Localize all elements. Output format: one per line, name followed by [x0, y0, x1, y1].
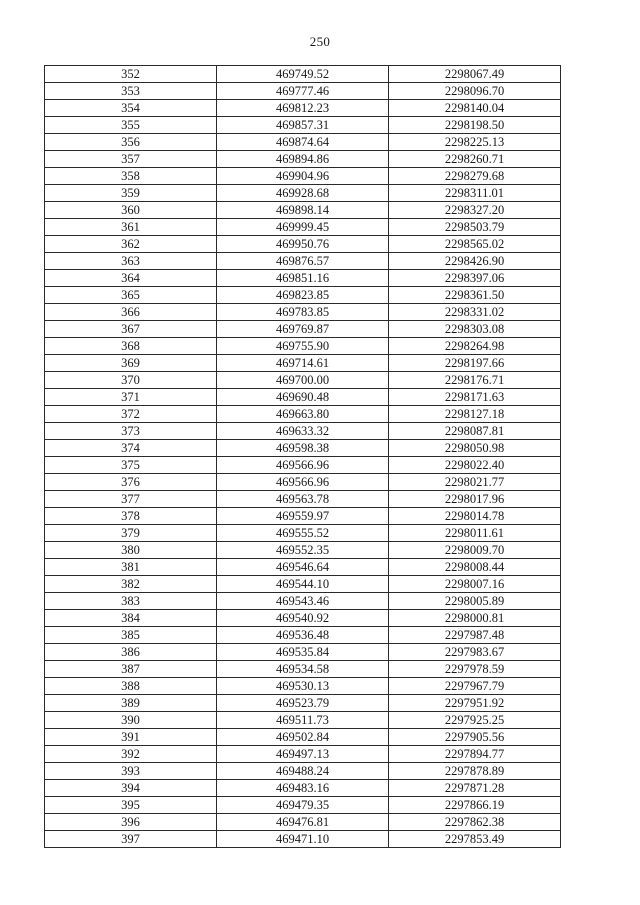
x-coordinate-cell: 469755.90	[217, 338, 389, 355]
table-row	[45, 100, 561, 117]
x-coordinate-cell: 469783.85	[217, 304, 389, 321]
x-coordinate-cell: 469823.85	[217, 287, 389, 304]
table-row	[45, 542, 561, 559]
x-coordinate-cell: 469894.86	[217, 151, 389, 168]
y-coordinate-cell: 2297978.59	[389, 661, 561, 678]
table-row	[45, 712, 561, 729]
point-number-cell: 392	[45, 746, 217, 763]
x-coordinate-cell: 469700.00	[217, 372, 389, 389]
y-coordinate-cell: 2297853.49	[389, 831, 561, 848]
point-number-cell: 365	[45, 287, 217, 304]
point-number-cell: 372	[45, 406, 217, 423]
y-coordinate-cell: 2298011.61	[389, 525, 561, 542]
x-coordinate-cell: 469714.61	[217, 355, 389, 372]
x-coordinate-cell: 469598.38	[217, 440, 389, 457]
y-coordinate-cell: 2298279.68	[389, 168, 561, 185]
point-number-cell: 352	[45, 66, 217, 83]
point-number-cell: 363	[45, 253, 217, 270]
x-coordinate-cell: 469555.52	[217, 525, 389, 542]
y-coordinate-cell: 2298022.40	[389, 457, 561, 474]
table-row	[45, 644, 561, 661]
table-row	[45, 831, 561, 848]
point-number-cell: 383	[45, 593, 217, 610]
y-coordinate-cell: 2298176.71	[389, 372, 561, 389]
point-number-cell: 359	[45, 185, 217, 202]
point-number-cell: 374	[45, 440, 217, 457]
table-row	[45, 66, 561, 83]
table-row	[45, 457, 561, 474]
point-number-cell: 355	[45, 117, 217, 134]
coordinates-table	[44, 65, 561, 848]
x-coordinate-cell: 469552.35	[217, 542, 389, 559]
x-coordinate-cell: 469536.48	[217, 627, 389, 644]
point-number-cell: 385	[45, 627, 217, 644]
x-coordinate-cell: 469479.35	[217, 797, 389, 814]
point-number-cell: 360	[45, 202, 217, 219]
y-coordinate-cell: 2298067.49	[389, 66, 561, 83]
x-coordinate-cell: 469857.31	[217, 117, 389, 134]
y-coordinate-cell: 2298426.90	[389, 253, 561, 270]
x-coordinate-cell: 469777.46	[217, 83, 389, 100]
y-coordinate-cell: 2298140.04	[389, 100, 561, 117]
x-coordinate-cell: 469950.76	[217, 236, 389, 253]
table-row	[45, 202, 561, 219]
point-number-cell: 375	[45, 457, 217, 474]
x-coordinate-cell: 469534.58	[217, 661, 389, 678]
point-number-cell: 378	[45, 508, 217, 525]
point-number-cell: 367	[45, 321, 217, 338]
table-row	[45, 236, 561, 253]
y-coordinate-cell: 2298361.50	[389, 287, 561, 304]
point-number-cell: 388	[45, 678, 217, 695]
x-coordinate-cell: 469633.32	[217, 423, 389, 440]
y-coordinate-cell: 2298087.81	[389, 423, 561, 440]
point-number-cell: 379	[45, 525, 217, 542]
x-coordinate-cell: 469563.78	[217, 491, 389, 508]
x-coordinate-cell: 469928.68	[217, 185, 389, 202]
table-row	[45, 559, 561, 576]
table-row	[45, 661, 561, 678]
y-coordinate-cell: 2298171.63	[389, 389, 561, 406]
y-coordinate-cell: 2298096.70	[389, 83, 561, 100]
point-number-cell: 356	[45, 134, 217, 151]
y-coordinate-cell: 2298565.02	[389, 236, 561, 253]
table-row	[45, 423, 561, 440]
point-number-cell: 373	[45, 423, 217, 440]
point-number-cell: 370	[45, 372, 217, 389]
x-coordinate-cell: 469999.45	[217, 219, 389, 236]
point-number-cell: 361	[45, 219, 217, 236]
point-number-cell: 369	[45, 355, 217, 372]
table-row	[45, 185, 561, 202]
table-row	[45, 355, 561, 372]
table-row	[45, 83, 561, 100]
point-number-cell: 380	[45, 542, 217, 559]
point-number-cell: 362	[45, 236, 217, 253]
point-number-cell: 396	[45, 814, 217, 831]
table-row	[45, 610, 561, 627]
x-coordinate-cell: 469497.13	[217, 746, 389, 763]
point-number-cell: 390	[45, 712, 217, 729]
table-row	[45, 134, 561, 151]
x-coordinate-cell: 469812.23	[217, 100, 389, 117]
table-row	[45, 593, 561, 610]
x-coordinate-cell: 469874.64	[217, 134, 389, 151]
table-row	[45, 406, 561, 423]
table-row	[45, 440, 561, 457]
point-number-cell: 384	[45, 610, 217, 627]
x-coordinate-cell: 469488.24	[217, 763, 389, 780]
x-coordinate-cell: 469511.73	[217, 712, 389, 729]
table-row	[45, 814, 561, 831]
page-number: 250	[309, 34, 331, 49]
x-coordinate-cell: 469749.52	[217, 66, 389, 83]
table-row	[45, 780, 561, 797]
table-row	[45, 491, 561, 508]
y-coordinate-cell: 2298198.50	[389, 117, 561, 134]
table-row	[45, 304, 561, 321]
table-row	[45, 474, 561, 491]
x-coordinate-cell: 469876.57	[217, 253, 389, 270]
table-row	[45, 168, 561, 185]
y-coordinate-cell: 2297951.92	[389, 695, 561, 712]
point-number-cell: 354	[45, 100, 217, 117]
y-coordinate-cell: 2297878.89	[389, 763, 561, 780]
coordinates-table-body	[45, 66, 561, 848]
table-row	[45, 270, 561, 287]
x-coordinate-cell: 469535.84	[217, 644, 389, 661]
x-coordinate-cell: 469483.16	[217, 780, 389, 797]
y-coordinate-cell: 2298397.06	[389, 270, 561, 287]
table-row	[45, 219, 561, 236]
table-row	[45, 321, 561, 338]
x-coordinate-cell: 469502.84	[217, 729, 389, 746]
point-number-cell: 393	[45, 763, 217, 780]
y-coordinate-cell: 2297905.56	[389, 729, 561, 746]
point-number-cell: 395	[45, 797, 217, 814]
table-row	[45, 508, 561, 525]
y-coordinate-cell: 2298017.96	[389, 491, 561, 508]
point-number-cell: 371	[45, 389, 217, 406]
y-coordinate-cell: 2298264.98	[389, 338, 561, 355]
table-row	[45, 763, 561, 780]
table-row	[45, 746, 561, 763]
y-coordinate-cell: 2298007.16	[389, 576, 561, 593]
y-coordinate-cell: 2297967.79	[389, 678, 561, 695]
x-coordinate-cell: 469769.87	[217, 321, 389, 338]
table-row	[45, 253, 561, 270]
y-coordinate-cell: 2297983.67	[389, 644, 561, 661]
y-coordinate-cell: 2297871.28	[389, 780, 561, 797]
point-number-cell: 368	[45, 338, 217, 355]
table-row	[45, 695, 561, 712]
table-row	[45, 389, 561, 406]
point-number-cell: 358	[45, 168, 217, 185]
point-number-cell: 386	[45, 644, 217, 661]
point-number-cell: 397	[45, 831, 217, 848]
table-row	[45, 525, 561, 542]
x-coordinate-cell: 469530.13	[217, 678, 389, 695]
x-coordinate-cell: 469544.10	[217, 576, 389, 593]
table-row	[45, 678, 561, 695]
table-row	[45, 287, 561, 304]
y-coordinate-cell: 2297894.77	[389, 746, 561, 763]
y-coordinate-cell: 2298331.02	[389, 304, 561, 321]
y-coordinate-cell: 2298197.66	[389, 355, 561, 372]
y-coordinate-cell: 2298000.81	[389, 610, 561, 627]
y-coordinate-cell: 2297862.38	[389, 814, 561, 831]
table-row	[45, 576, 561, 593]
table-row	[45, 797, 561, 814]
y-coordinate-cell: 2298009.70	[389, 542, 561, 559]
y-coordinate-cell: 2298225.13	[389, 134, 561, 151]
x-coordinate-cell: 469540.92	[217, 610, 389, 627]
y-coordinate-cell: 2297987.48	[389, 627, 561, 644]
table-row	[45, 151, 561, 168]
y-coordinate-cell: 2297925.25	[389, 712, 561, 729]
table-row	[45, 117, 561, 134]
x-coordinate-cell: 469546.64	[217, 559, 389, 576]
y-coordinate-cell: 2298503.79	[389, 219, 561, 236]
x-coordinate-cell: 469471.10	[217, 831, 389, 848]
table-row	[45, 627, 561, 644]
point-number-cell: 391	[45, 729, 217, 746]
x-coordinate-cell: 469663.80	[217, 406, 389, 423]
point-number-cell: 382	[45, 576, 217, 593]
y-coordinate-cell: 2298303.08	[389, 321, 561, 338]
y-coordinate-cell: 2298021.77	[389, 474, 561, 491]
x-coordinate-cell: 469523.79	[217, 695, 389, 712]
point-number-cell: 394	[45, 780, 217, 797]
point-number-cell: 353	[45, 83, 217, 100]
y-coordinate-cell: 2298008.44	[389, 559, 561, 576]
x-coordinate-cell: 469904.96	[217, 168, 389, 185]
point-number-cell: 366	[45, 304, 217, 321]
y-coordinate-cell: 2297866.19	[389, 797, 561, 814]
y-coordinate-cell: 2298014.78	[389, 508, 561, 525]
y-coordinate-cell: 2298127.18	[389, 406, 561, 423]
y-coordinate-cell: 2298260.71	[389, 151, 561, 168]
x-coordinate-cell: 469559.97	[217, 508, 389, 525]
point-number-cell: 376	[45, 474, 217, 491]
x-coordinate-cell: 469543.46	[217, 593, 389, 610]
y-coordinate-cell: 2298050.98	[389, 440, 561, 457]
y-coordinate-cell: 2298327.20	[389, 202, 561, 219]
x-coordinate-cell: 469851.16	[217, 270, 389, 287]
y-coordinate-cell: 2298005.89	[389, 593, 561, 610]
point-number-cell: 381	[45, 559, 217, 576]
table-row	[45, 729, 561, 746]
x-coordinate-cell: 469476.81	[217, 814, 389, 831]
x-coordinate-cell: 469898.14	[217, 202, 389, 219]
y-coordinate-cell: 2298311.01	[389, 185, 561, 202]
table-row	[45, 372, 561, 389]
point-number-cell: 389	[45, 695, 217, 712]
x-coordinate-cell: 469566.96	[217, 457, 389, 474]
x-coordinate-cell: 469566.96	[217, 474, 389, 491]
table-row	[45, 338, 561, 355]
point-number-cell: 387	[45, 661, 217, 678]
point-number-cell: 357	[45, 151, 217, 168]
point-number-cell: 377	[45, 491, 217, 508]
point-number-cell: 364	[45, 270, 217, 287]
x-coordinate-cell: 469690.48	[217, 389, 389, 406]
